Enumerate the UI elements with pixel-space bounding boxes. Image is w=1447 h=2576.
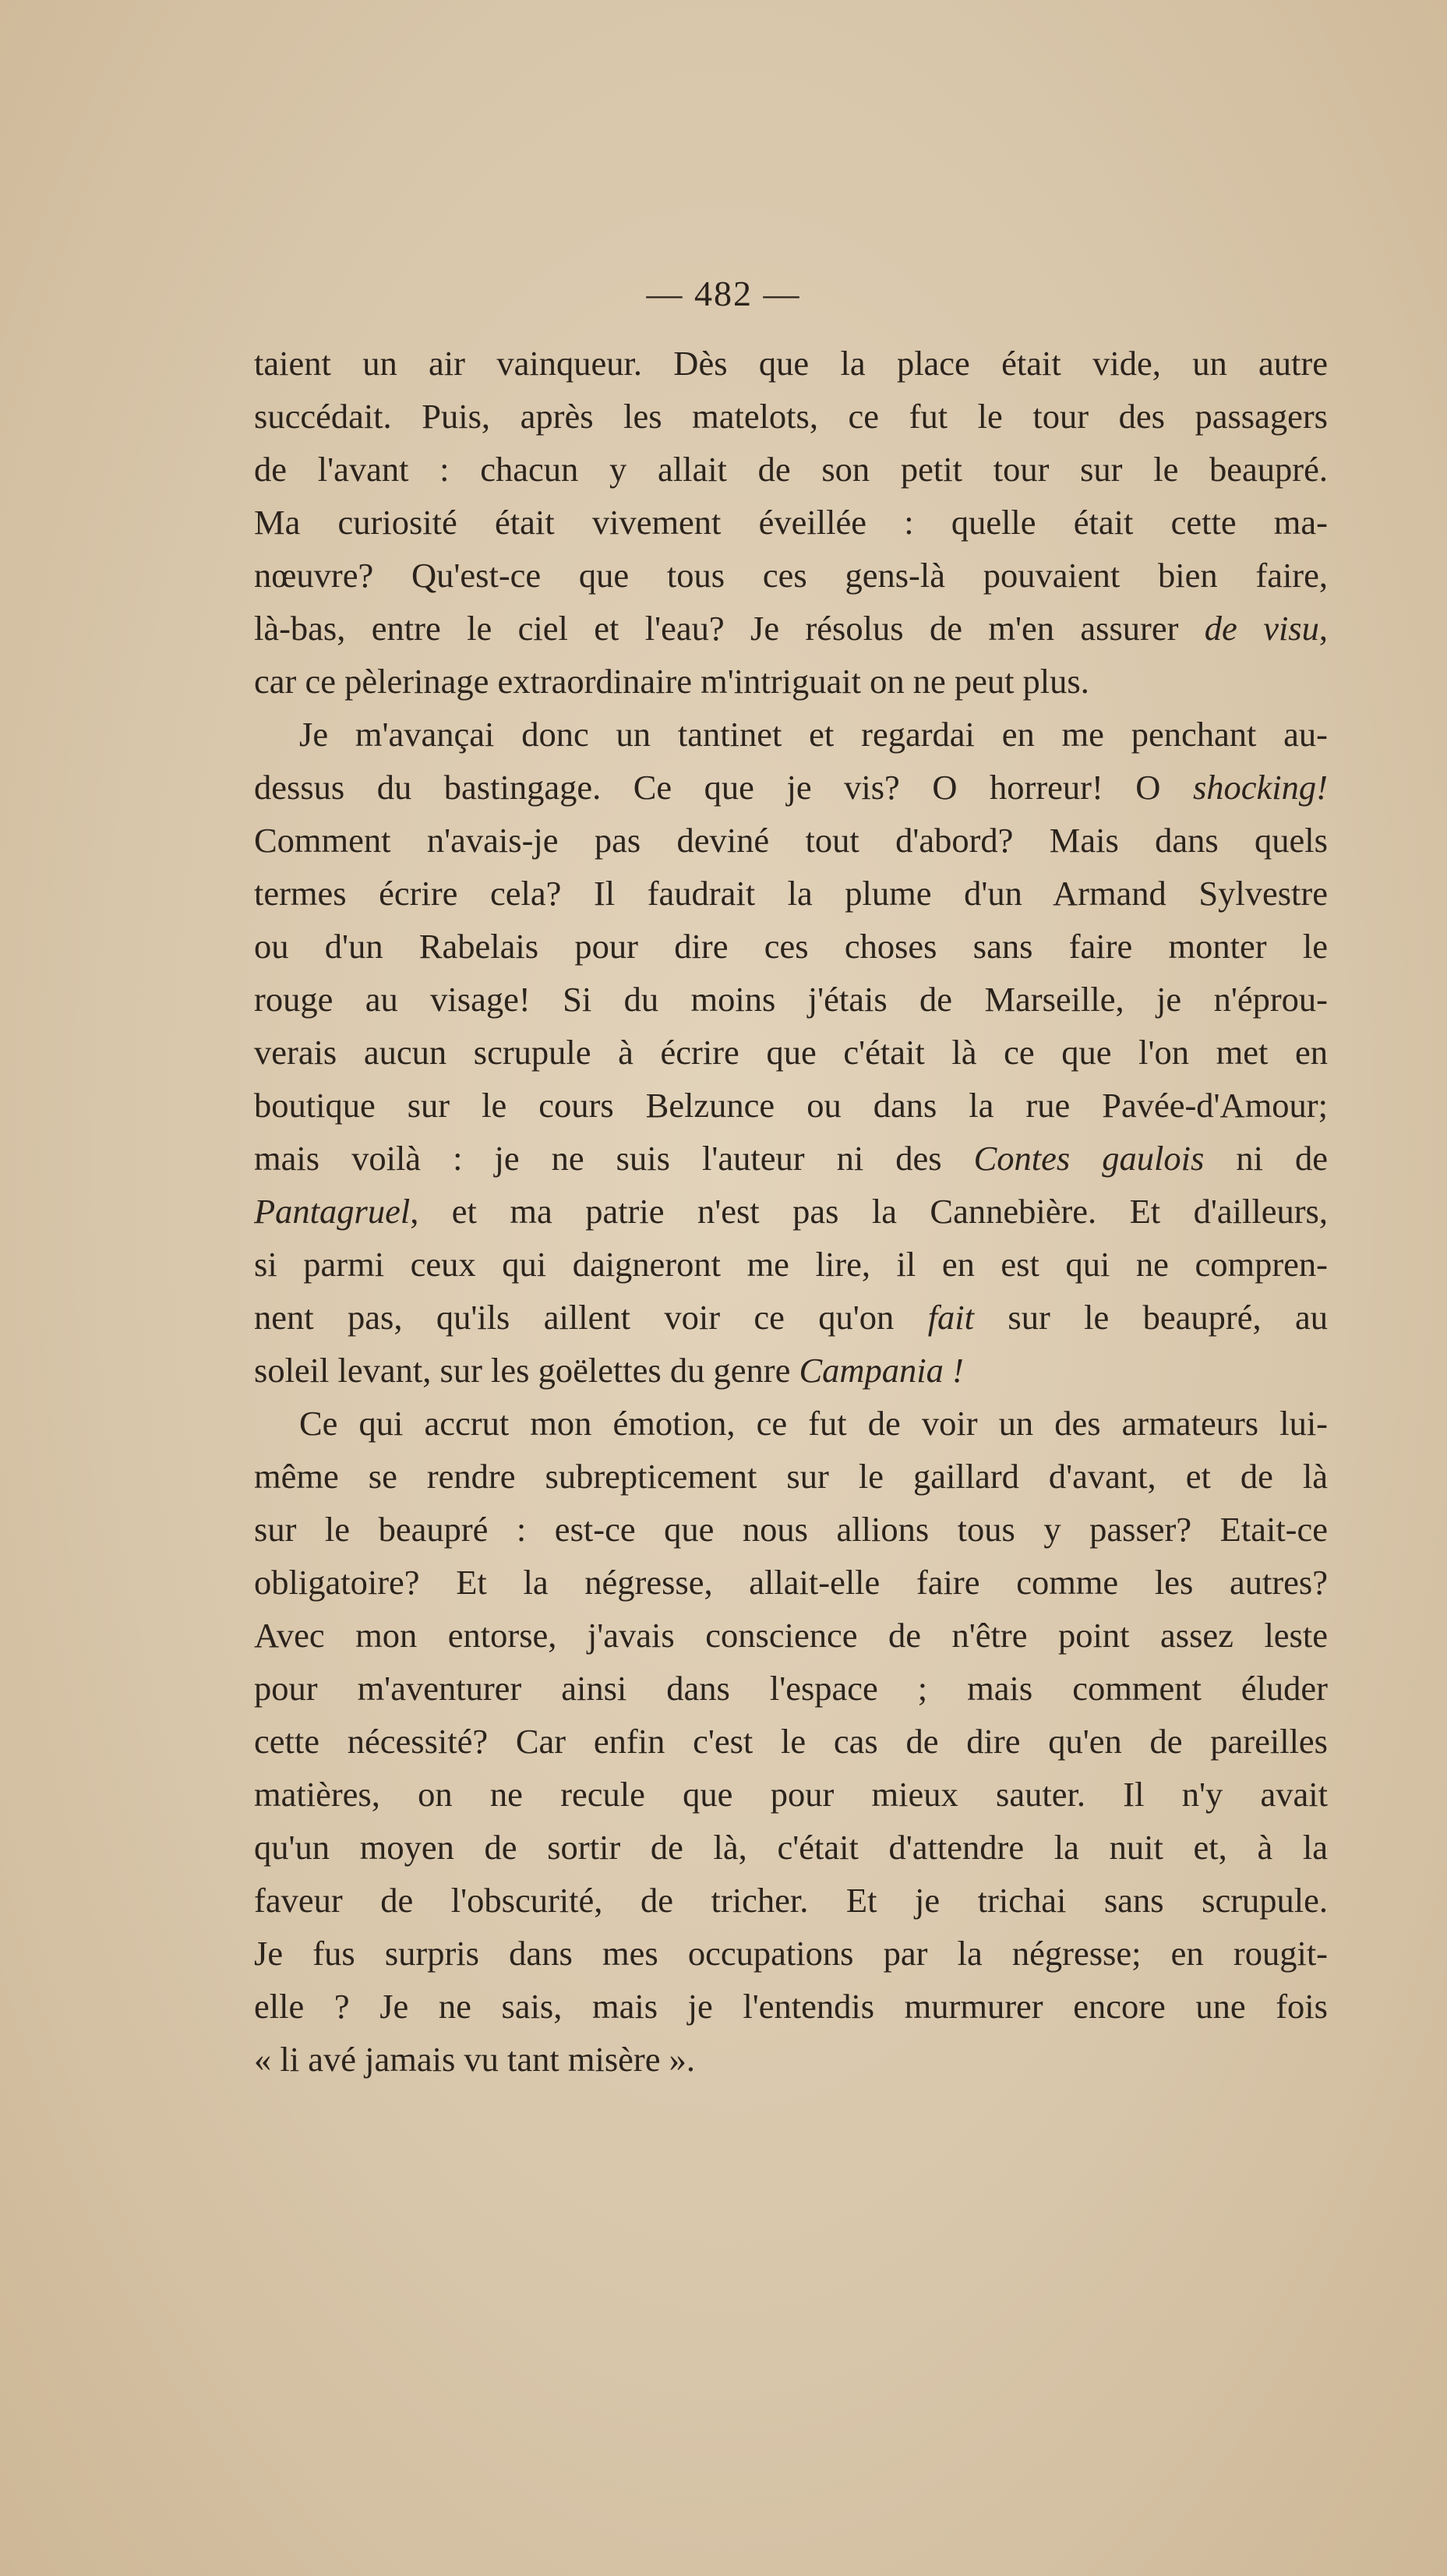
text-segment: là-bas, entre le ciel et l'eau? Je résolus de m'en assurer	[254, 609, 1205, 648]
paragraph	[254, 708, 1328, 1397]
text-line	[254, 549, 1328, 602]
italic-text-segment: de visu	[1204, 609, 1319, 648]
text-line	[254, 814, 1328, 867]
text-segment: taient un air vainqueur. Dès que la place était vide, un autre	[254, 344, 1328, 383]
text-line	[254, 1609, 1328, 1662]
text-line	[254, 867, 1328, 920]
text-segment: qu'un moyen de sortir de là, c'était d'attendre la nuit et, à la	[254, 1828, 1328, 1867]
text-line	[254, 602, 1328, 655]
text-segment: sur le beaupré : est-ce que nous allions tous y passer? Etait-ce	[254, 1510, 1328, 1549]
text-segment: Ce qui accrut mon émotion, ce fut de voir un des armateurs lui-	[299, 1404, 1328, 1443]
text-line	[254, 1662, 1328, 1715]
text-segment: elle ? Je ne sais, mais je l'entendis murmurer encore une fois	[254, 1987, 1328, 2026]
text-line	[254, 1821, 1328, 1874]
text-line	[254, 708, 1328, 761]
text-segment: car ce pèlerinage extraordinaire m'intriguait on ne peut plus.	[254, 662, 1089, 701]
text-segment: sur le beaupré, au	[974, 1298, 1328, 1337]
text-segment: Avec mon entorse, j'avais conscience de n'être point assez leste	[254, 1616, 1328, 1655]
text-segment: si parmi ceux qui daigneront me lire, il en est qui ne compren-	[254, 1245, 1328, 1284]
text-segment: soleil levant, sur les goëlettes du genre	[254, 1351, 799, 1390]
text-segment: , et ma patrie n'est pas la Cannebière. Et d'ailleurs,	[410, 1192, 1328, 1231]
text-segment: Ma curiosité était vivement éveillée : quelle était cette ma-	[254, 503, 1328, 542]
italic-text-segment: shocking!	[1192, 768, 1328, 807]
text-line	[254, 390, 1328, 443]
text-segment: Je m'avançai donc un tantinet et regardai en me penchant au-	[299, 715, 1328, 754]
paragraph	[254, 337, 1328, 708]
text-line	[254, 1079, 1328, 1132]
text-line	[254, 1344, 1328, 1397]
text-segment: ou d'un Rabelais pour dire ces choses sans faire monter le	[254, 927, 1328, 966]
text-segment: dessus du bastingage. Ce que je vis? O horreur! O	[254, 768, 1193, 807]
text-segment: termes écrire cela? Il faudrait la plume d'un Armand Sylvestre	[254, 874, 1328, 913]
text-line	[254, 1874, 1328, 1927]
text-segment: nent pas, qu'ils aillent voir ce qu'on	[254, 1298, 928, 1337]
text-line	[254, 920, 1328, 973]
text-segment: faveur de l'obscurité, de tricher. Et je trichai sans scrupule.	[254, 1881, 1328, 1920]
text-line	[254, 1238, 1328, 1291]
text-segment: pour m'aventurer ainsi dans l'espace ; mais comment éluder	[254, 1669, 1328, 1708]
text-line	[254, 1132, 1328, 1185]
text-segment: ni de	[1204, 1139, 1328, 1178]
text-line	[254, 1291, 1328, 1344]
text-line	[254, 655, 1328, 708]
text-segment: de l'avant : chacun y allait de son petit tour sur le beaupré.	[254, 450, 1328, 489]
italic-text-segment: Pantagruel	[254, 1192, 411, 1231]
italic-text-segment: fait	[927, 1298, 975, 1337]
text-segment: Comment n'avais-je pas deviné tout d'abord? Mais dans quels	[254, 821, 1328, 860]
text-segment: boutique sur le cours Belzunce ou dans la rue Pavée-d'Amour;	[254, 1086, 1328, 1125]
text-line	[254, 1450, 1328, 1503]
text-line	[254, 1768, 1328, 1821]
text-segment: rouge au visage! Si du moins j'étais de Marseille, je n'éprou-	[254, 980, 1328, 1019]
text-line	[254, 761, 1328, 814]
text-line	[254, 1927, 1328, 1980]
text-line	[254, 1980, 1328, 2033]
text-segment: même se rendre subrepticement sur le gaillard d'avant, et de là	[254, 1457, 1328, 1496]
text-line	[254, 1185, 1328, 1238]
text-segment: nœuvre? Qu'est-ce que tous ces gens-là pouvaient bien faire,	[254, 556, 1328, 595]
italic-text-segment: Campania !	[799, 1351, 964, 1390]
text-line	[254, 443, 1328, 496]
text-line	[254, 1397, 1328, 1450]
text-line	[254, 973, 1328, 1026]
text-line	[254, 1503, 1328, 1556]
text-segment: succédait. Puis, après les matelots, ce fut le tour des passagers	[254, 397, 1328, 436]
text-segment: verais aucun scrupule à écrire que c'était là ce que l'on met en	[254, 1033, 1328, 1072]
text-line	[254, 337, 1328, 390]
text-segment: matières, on ne recule que pour mieux sauter. Il n'y avait	[254, 1775, 1328, 1814]
text-line	[254, 2033, 1328, 2086]
paragraph	[254, 1397, 1328, 2086]
text-line	[254, 1715, 1328, 1768]
text-line	[254, 1026, 1328, 1079]
text-line	[254, 1556, 1328, 1609]
italic-text-segment: Contes gaulois	[973, 1139, 1205, 1178]
text-line	[254, 496, 1328, 549]
page-number: — 482 —	[646, 274, 801, 313]
text-segment: Je fus surpris dans mes occupations par la négresse; en rougit-	[254, 1934, 1328, 1973]
text-segment: ,	[1318, 609, 1328, 648]
text-segment: mais voilà : je ne suis l'auteur ni des	[254, 1139, 974, 1178]
body-text	[254, 337, 1328, 2086]
text-segment: cette nécessité? Car enfin c'est le cas de dire qu'en de pareilles	[254, 1722, 1328, 1761]
text-segment: « li avé jamais vu tant misère ».	[254, 2040, 695, 2079]
text-segment: obligatoire? Et la négresse, allait-elle faire comme les autres?	[254, 1563, 1328, 1602]
